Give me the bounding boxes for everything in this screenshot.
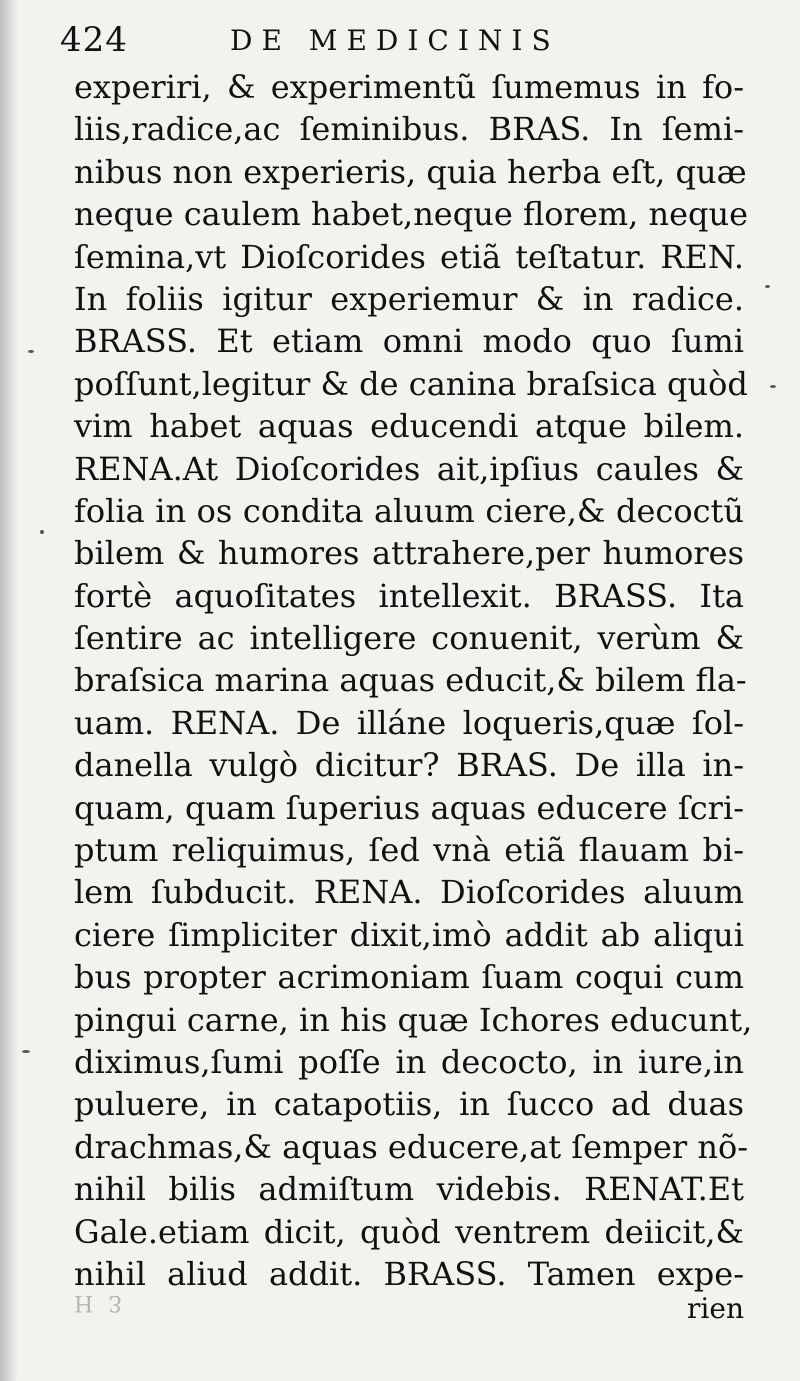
page-number: 424 xyxy=(60,20,128,60)
page-header xyxy=(60,14,740,66)
text-line: experiri, & experimentũ ſumemus in fo- xyxy=(74,68,744,106)
text-line: poſſunt,legitur & de canina braſsica quòd xyxy=(74,364,748,403)
ink-speck xyxy=(770,385,776,388)
text-line: vim habet aquas educendi atque bilem. xyxy=(74,407,744,446)
text-line: RENA.At Dioſcorides ait,ipſius caules & xyxy=(74,449,744,488)
text-line: liis,radice,ac ſeminibus. BRAS. In ſemi- xyxy=(74,110,744,149)
text-line: pingui carne, in his quæ Ichores educunt, xyxy=(74,1000,753,1039)
text-line: BRASS. Et etiam omni modo quo ſumi xyxy=(74,322,744,361)
text-line: quam, quam ſuperius aquas educere ſcri- xyxy=(74,788,744,827)
text-line: nihil bilis admiſtum videbis. RENAT.Et xyxy=(74,1170,744,1209)
page-footer xyxy=(74,1290,744,1360)
ink-speck xyxy=(28,350,34,353)
text-line: braſsica marina aquas educit,& bilem fla- xyxy=(74,661,747,700)
text-line: bilem & humores attrahere,per humores xyxy=(74,534,744,573)
text-line: ſentire ac intelligere conuenit, verùm & xyxy=(74,619,744,658)
text-line: Gale.etiam dicit, quòd ventrem deiicit,& xyxy=(74,1212,744,1251)
body-text xyxy=(74,66,753,1295)
text-line: neque caulem habet,neque florem, neque xyxy=(74,195,749,234)
text-line: nibus non experieris, quia herba eſt, quæ xyxy=(74,152,747,191)
running-head: DE MEDICINIS xyxy=(230,24,560,57)
text-line: diximus,ſumi poſſe in decocto, in iure,in xyxy=(74,1042,744,1081)
text-line: In foliis igitur experiemur & in radice. xyxy=(74,279,744,318)
catchword: rien xyxy=(687,1292,744,1325)
text-line: puluere, in catapotiis, in ſucco ad duas xyxy=(74,1085,744,1124)
ink-speck xyxy=(22,1050,30,1053)
text-line: uam. RENA. De illáne loqueris,quæ ſol- xyxy=(74,703,744,742)
text-line: drachmas,& aquas educere,at ſemper nõ- xyxy=(74,1127,749,1166)
text-line: danella vulgò dicitur? BRAS. De illa in- xyxy=(74,746,744,785)
text-line: lem ſubducit. RENA. Dioſcorides aluum xyxy=(74,873,744,912)
text-line: ciere ſimpliciter dixit,imò addit ab aliqui xyxy=(74,915,744,954)
ink-speck xyxy=(40,530,44,534)
ink-speck xyxy=(765,285,770,288)
text-line: folia in os condita aluum ciere,& decoctũ xyxy=(74,491,744,530)
text-line: bus propter acrimoniam ſuam coqui cum xyxy=(74,958,744,997)
text-line: ſemina,vt Dioſcorides etiã teſtatur. REN. xyxy=(74,237,744,276)
text-line: ptum reliquimus, ſed vnà etiã flauam bi- xyxy=(74,831,744,870)
text-line: nihil aliud addit. BRASS. Tamen expe- xyxy=(74,1254,744,1293)
bleed-through-signature-mark: H 3 xyxy=(74,1290,127,1315)
text-line: fortè aquoſitates intellexit. BRASS. Ita xyxy=(74,576,744,615)
